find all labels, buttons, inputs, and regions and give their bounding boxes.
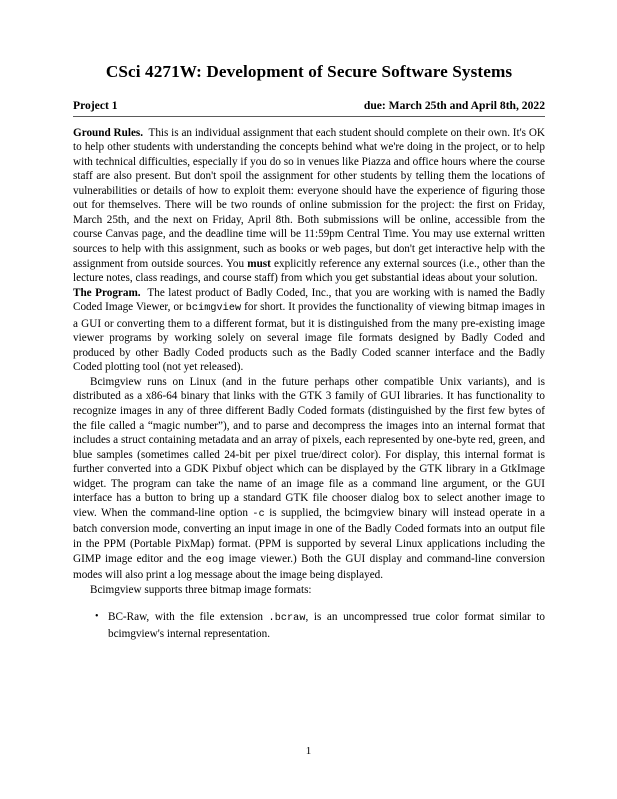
assignment-name: Project 1 — [73, 98, 118, 112]
page-title: CSci 4271W: Development of Secure Software Systems — [105, 62, 513, 81]
program-text-2c: image viewer.) Both the GUI display and command-line conversion modes will also print a log message about the image being displayed. — [73, 552, 545, 582]
program-paragraph-2 — [73, 375, 545, 583]
eog-code: eog — [205, 554, 225, 566]
ground-rules-emphasis: must — [247, 257, 271, 270]
program-text-1b: for short. It provides the functionality of viewing bitmap images in a GUI or converting them to a different format, but it is distinguished from the many pre-existing image viewer programs by working solely on several image file formats designed by Badly Coded and produced by other Badly Coded products such as the Badly Coded scanner interface and the Badly Coded plotting tool (not yet released). — [73, 301, 545, 374]
bcimgview-code: bcimgview — [185, 303, 242, 315]
program-paragraph-1 — [73, 286, 545, 375]
bullet-text-b: , is an uncompressed true color format similar to bcimgview's internal representation. — [108, 611, 545, 640]
assignment-header — [73, 99, 545, 112]
option-c-code: -c — [252, 508, 265, 520]
bullet-text-a: BC-Raw, with the file extension — [108, 611, 269, 624]
program-heading: The Program. — [73, 286, 141, 299]
ground-rules-paragraph — [73, 126, 545, 286]
ground-rules-text-part1: This is an individual assignment that each student should complete on their own. It's OK to help other students with understanding the concepts behind what we're doing in the project, or to help with technical difficulties, especially if you do so in venues like Piazza and office hours where the course staff are also present. But don't spoil the assignment for other students by telling them the locations of vulnerabilities or details of how to exploit them: everyone should have the experience of figuring those out for themselves. There will be two rounds of online submission for the project: the first on Friday, March 25th, and the next on Friday, April 8th. Both submissions will be online, accessible from the course Canvas page, and the deadline time will be 11:59pm Central Time. You may use external written sources to help with this assignment, such as books or web pages, but don't get interactive help with the assignment from outside sources. You — [73, 126, 545, 270]
assignment-due-date: due: March 25th and April 8th, 2022 — [363, 98, 545, 112]
program-text-2b: is supplied, the bcimgview binary will instead operate in a batch conversion mode, converting an input image in one of the Badly Coded formats into an output file in the PPM (Portable PixMap) format. (PPM is supported by several Linux applications including the GIMP image editor and the — [73, 506, 545, 565]
program-text-2a: Bcimgview runs on Linux (and in the future perhaps other compatible Unix variants), and is distributed as a x86-64 binary that links with the GTK 3 family of GUI libraries. It has functionality to recognize images in any of three different Badly Coded formats (distinguished by the first few bytes of the file called a “magic number”), and to parse and decompress the images into an internal format that includes a struct containing metadata and an array of pixels, each represented by one-byte red, green, and blue samples (sometimes called 24-bit per pixel true/direct color). For display, this internal format is further converted into a GDK Pixbuf object which can be displayed by the GTK library in a GtkImage widget. The program can take the name of an image file as a command line argument, or the GUI interface has a button to bring up a standard GTK file chooser dialog box to select another image to view. When the command-line option — [73, 375, 545, 519]
page-number: 1 — [305, 745, 312, 757]
program-paragraph-3: Bcimgview supports three bitmap image formats: — [90, 583, 312, 596]
ground-rules-heading: Ground Rules. — [73, 126, 144, 139]
bcraw-extension-code: .bcraw — [268, 613, 306, 625]
image-formats-list — [73, 610, 545, 641]
list-item — [73, 610, 545, 641]
program-text-1a: The latest product of Badly Coded, Inc., that you are working with is named the Badly Coded Image Viewer, or — [73, 286, 545, 314]
document-body — [73, 62, 545, 641]
ground-rules-text-part2: explicitly reference any external sources (i.e., other than the lecture notes, class readings, and course staff) from which you get substantial ideas about your solution. — [73, 257, 545, 285]
header-divider — [73, 116, 545, 117]
